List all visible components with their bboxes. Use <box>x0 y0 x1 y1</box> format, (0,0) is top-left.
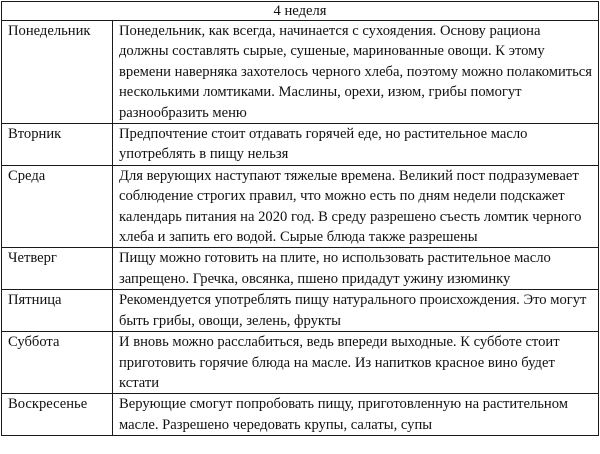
day-name: Четверг <box>2 248 113 290</box>
day-description: И вновь можно расслабиться, ведь впереди выходные. К субботе стоит приготовить горячие блюда на масле. Из напитков красное вино будет кстати <box>113 332 599 394</box>
day-description: Пищу можно готовить на плите, но использовать растительное масло запрещено. Гречка, овсянка, пшено придадут ужину изюминку <box>113 248 599 290</box>
table-row <box>2 290 599 332</box>
day-description: Для верующих наступают тяжелые времена. Великий пост подразумевает соблюдение строгих правил, что можно есть по дням недели подскажет календарь питания на 2020 год. В среду разрешено съесть ломтик черного хлеба и запить его водой. Сырые блюда также разрешены <box>113 165 599 248</box>
day-name: Понедельник <box>2 21 113 124</box>
day-name: Вторник <box>2 124 113 166</box>
day-description: Верующие смогут попробовать пищу, приготовленную на растительном масле. Разрешено чередовать крупы, салаты, супы <box>113 394 599 436</box>
table-row <box>2 124 599 166</box>
table-row <box>2 165 599 248</box>
week-title: 4 неделя <box>2 2 599 21</box>
table-row <box>2 394 599 436</box>
table-row <box>2 332 599 394</box>
table-header-row <box>2 2 599 21</box>
day-description: Рекомендуется употреблять пищу натурального происхождения. Это могут быть грибы, овощи, зелень, фрукты <box>113 290 599 332</box>
table-row <box>2 248 599 290</box>
weekly-menu-table <box>1 1 599 436</box>
day-name: Воскресенье <box>2 394 113 436</box>
day-description: Понедельник, как всегда, начинается с сухоядения. Основу рациона должны составлять сырые, сушеные, маринованные овощи. К этому времени наверняка захотелось черного хлеба, поэтому можно полакомиться несколькими ломтиками. Маслины, орехи, изюм, грибы помогут разнообразить меню <box>113 21 599 124</box>
table-row <box>2 21 599 124</box>
day-name: Суббота <box>2 332 113 394</box>
day-name: Среда <box>2 165 113 248</box>
day-name: Пятница <box>2 290 113 332</box>
day-description: Предпочтение стоит отдавать горячей еде, но растительное масло употреблять в пищу нельзя <box>113 124 599 166</box>
